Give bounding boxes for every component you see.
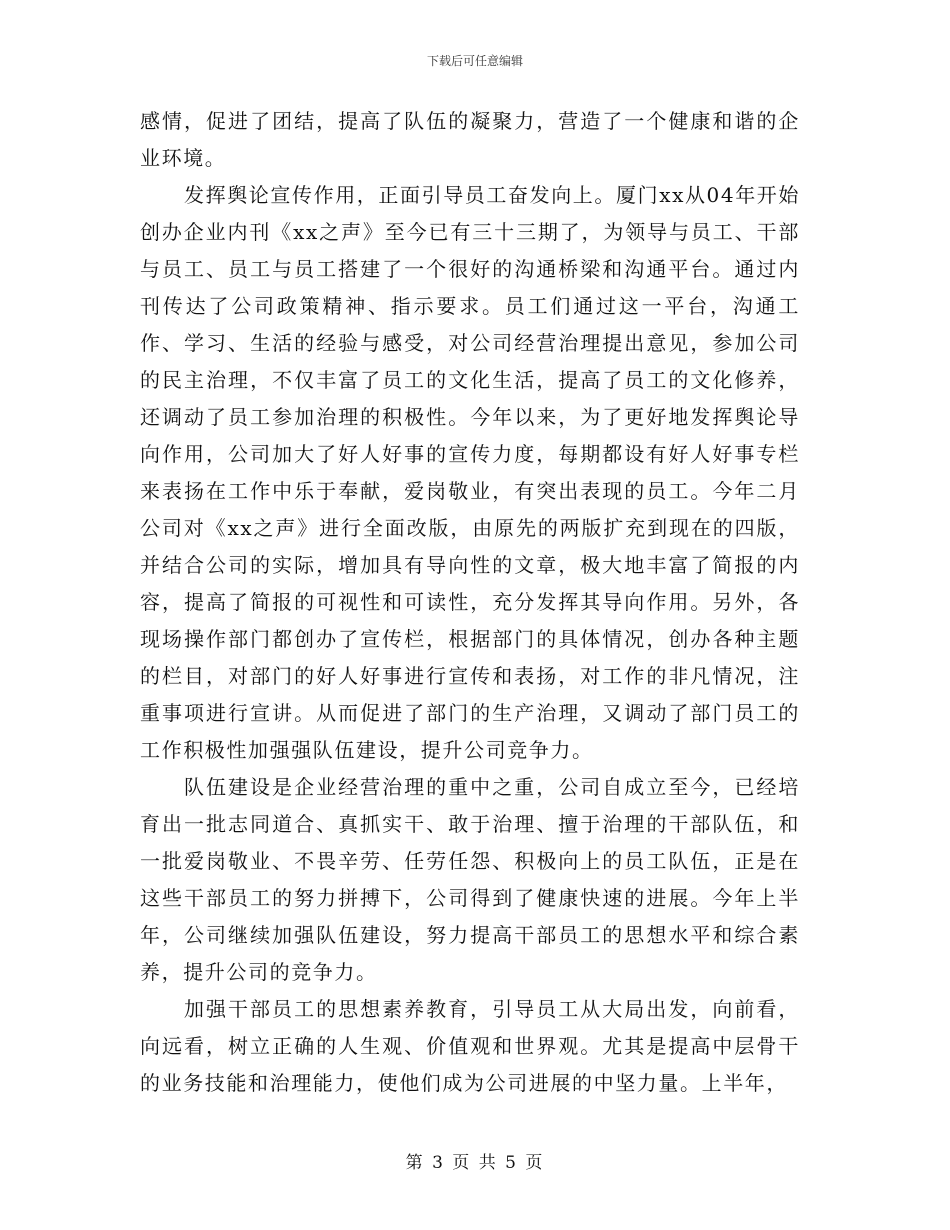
document-body	[140, 103, 800, 1102]
paragraph-1: 感情，促进了团结，提高了队伍的凝聚力，营造了一个健康和谐的企业环境。	[140, 109, 800, 170]
paragraph-2: 发挥舆论宣传作用，正面引导员工奋发向上。厦门xx从04年开始创办企业内刊《xx之声》至今已有三十三期了，为领导与员工、干部与员工、员工与员工搭建了一个很好的沟通桥梁和沟通平台。通过内刊传达了公司政策精神、指示要求。员工们通过这一平台，沟通工作、学习、生活的经验与感受，对公司经营治理提出意见，参加公司的民主治理，不仅丰富了员工的文化生活，提高了员工的文化修养，还调动了员工参加治理的积极性。今年以来，为了更好地发挥舆论导向作用，公司加大了好人好事的宣传力度，每期都设有好人好事专栏来表扬在工作中乐于奉献，爱岗敬业，有突出表现的员工。今年二月公司对《xx之声》进行全面改版，由原先的两版扩充到现在的四版，并结合公司的实际，增加具有导向性的文章，极大地丰富了简报的内容，提高了简报的可视性和可读性，充分发挥其导向作用。另外，各现场操作部门都创办了宣传栏，根据部门的具体情况，创办各种主题的栏目，对部门的好人好事进行宣传和表扬，对工作的非凡情况，注重事项进行宣讲。从而促进了部门的生产治理，又调动了部门员工的工作积极性加强强队伍建设，提升公司竞争力。	[140, 183, 801, 762]
page-number-footer: 第 3 页 共 5 页	[405, 1153, 545, 1173]
page-header-note: 下载后可任意编辑	[426, 54, 523, 68]
paragraph-4: 加强干部员工的思想素养教育，引导员工从大局出发，向前看，向远看，树立正确的人生观、价值观和世界观。尤其是提高中层骨干的业务技能和治理能力，使他们成为公司进展的中坚力量。上半年，	[140, 997, 800, 1095]
paragraph-3: 队伍建设是企业经营治理的重中之重，公司自成立至今，已经培育出一批志同道合、真抓实干、敢于治理、擅于治理的干部队伍，和一批爱岗敬业、不畏辛劳、任劳任怨、积极向上的员工队伍，正是在这些干部员工的努力拼搏下，公司得到了健康快速的进展。今年上半年，公司继续加强队伍建设，努力提高干部员工的思想水平和综合素养，提升公司的竞争力。	[140, 775, 800, 984]
